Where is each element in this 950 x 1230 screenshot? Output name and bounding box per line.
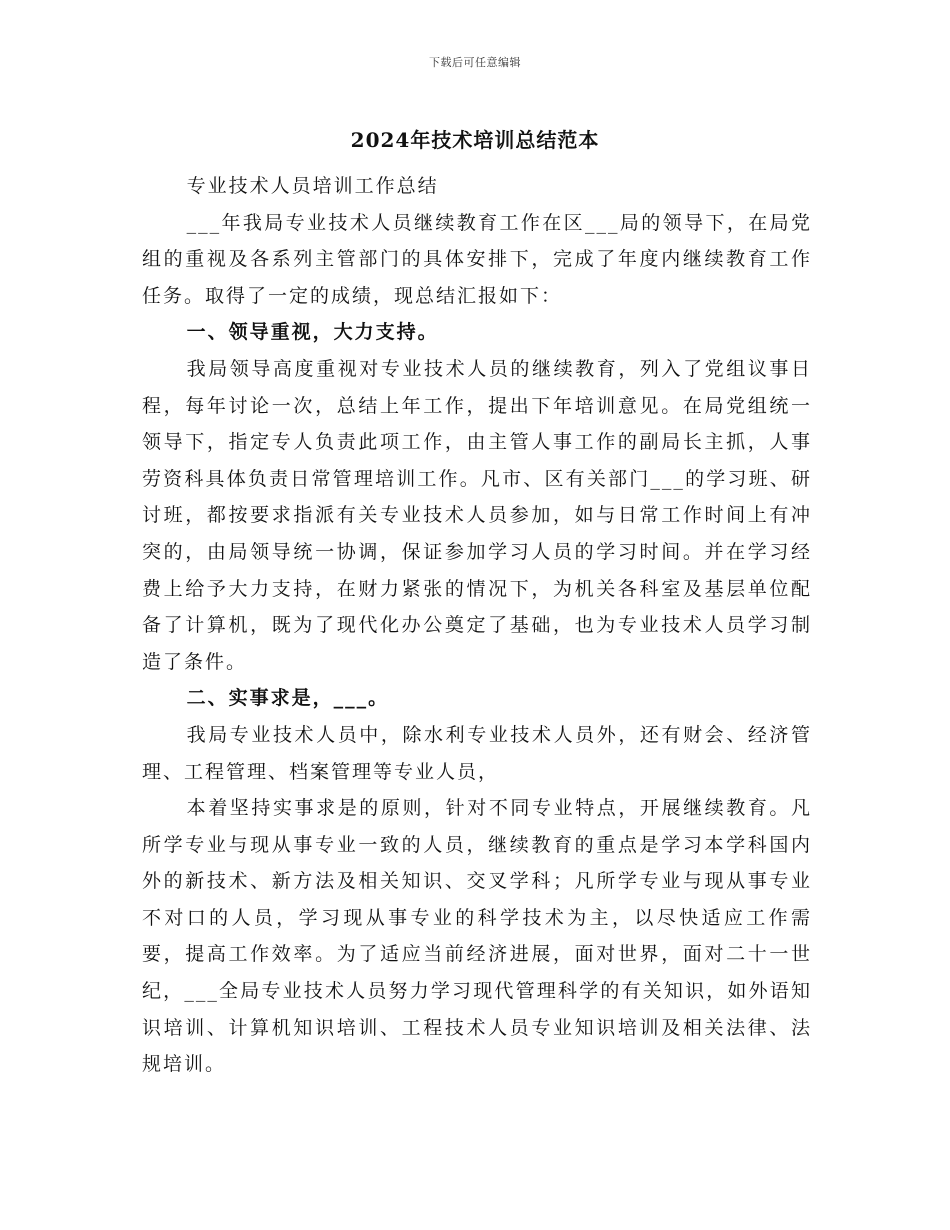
paragraph-intro: ___年我局专业技术人员继续教育工作在区___局的领导下，在局党组的重视及各系列主管部门的具体安排下，完成了年度内继续教育工作任务。取得了一定的成绩，现总结汇报如下：: [142, 211, 812, 307]
document-body: [142, 168, 812, 1083]
section-heading-2: 二、实事求是，___。: [186, 687, 390, 710]
document-title: 2024年技术培训总结范本: [350, 128, 600, 152]
paragraph-section-1: 我局领导高度重视对专业技术人员的继续教育，列入了党组议事日程，每年讨论一次，总结上年工作，提出下年培训意见。在局党组统一领导下，指定专人负责此项工作，由主管人事工作的副局长主抓，人事劳资科具体负责日常管理培训工作。凡市、区有关部门___的学习班、研讨班，都按要求指派有关专业技术人员参加，如与日常工作时间上有冲突的，由局领导统一协调，保证参加学习人员的学习时间。并在学习经费上给予大力支持，在财力紧张的情况下，为机关各科室及基层单位配备了计算机，既为了现代化办公奠定了基础，也为专业技术人员学习制造了条件。: [142, 357, 812, 673]
header-note: 下载后可任意编辑: [429, 56, 521, 69]
section-heading-1: 一、领导重视，大力支持。: [186, 321, 439, 344]
paragraph-section-2b: 本着坚持实事求是的原则，针对不同专业特点，开展继续教育。凡所学专业与现从事专业一致的人员，继续教育的重点是学习本学科国内外的新技术、新方法及相关知识、交叉学科；凡所学专业与现从事专业不对口的人员，学习现从事专业的科学技术为主，以尽快适应工作需要，提高工作效率。为了适应当前经济进展，面对世界，面对二十一世纪，___全局专业技术人员努力学习现代管理科学的有关知识，如外语知识培训、计算机知识培训、工程技术人员专业知识培训及相关法律、法规培训。: [142, 797, 812, 1076]
paragraph-section-2a: 我局专业技术人员中，除水利专业技术人员外，还有财会、经济管理、工程管理、档案管理等专业人员，: [142, 723, 812, 783]
paragraph-subtitle: 专业技术人员培训工作总结: [186, 175, 439, 197]
